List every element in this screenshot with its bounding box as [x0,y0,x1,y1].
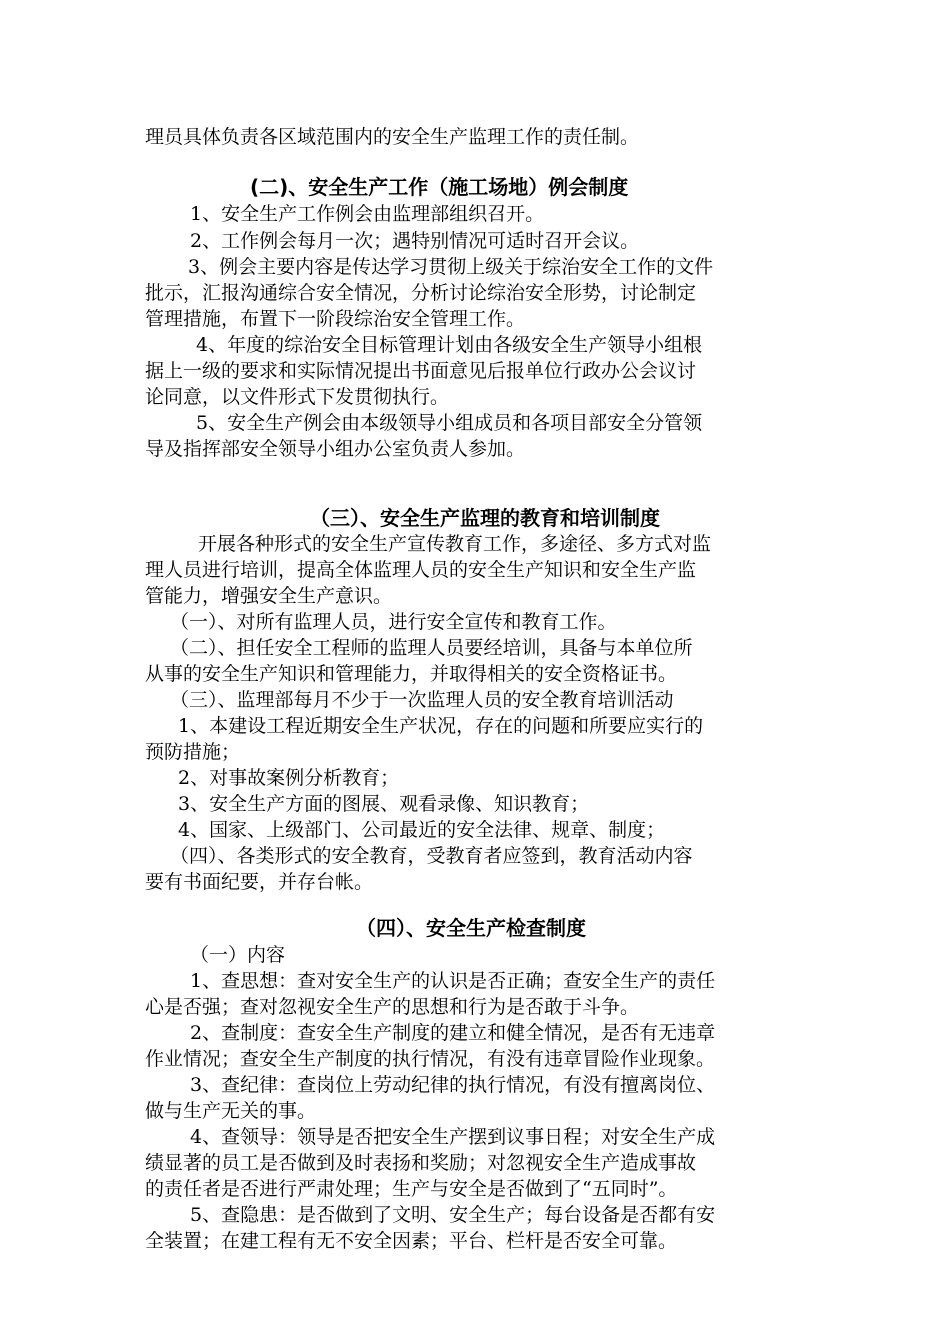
body-line: 开展各种形式的安全生产宣传教育工作，多途径、多方式对监 [198,533,712,555]
body-line: （一）内容 [190,944,286,966]
body-line: （四）、各类形式的安全教育，受教育者应签到，教育活动内容 [170,845,693,867]
body-line: 4、国家、上级部门、公司最近的安全法律、规章、制度； [178,819,666,841]
body-line: 2、查制度：查安全生产制度的建立和健全情况，是否有无违章 [190,1022,716,1044]
body-line: 预防措施； [145,741,241,763]
body-line: 导及指挥部安全领导小组办公室负责人参加。 [145,438,526,460]
body-line: 作业情况；查安全生产制度的执行情况，有没有违章冒险作业现象。 [145,1048,716,1070]
body-line: 1、查思想：查对安全生产的认识是否正确；查安全生产的责任 [190,970,716,992]
body-line: 3、查纪律：查岗位上劳动纪律的执行情况，有没有擅离岗位、 [190,1074,716,1096]
body-line: 心是否强；查对忽视安全生产的思想和行为是否敢于斗争。 [145,996,640,1018]
section-heading: （四）、安全生产检查制度 [356,916,586,940]
body-line: 5、安全生产例会由本级领导小组成员和各项目部安全分管领 [196,412,703,434]
body-line: 的责任者是否进行严肃处理；生产与安全是否做到了“五同时”。 [145,1178,678,1200]
section-heading: （三）、安全生产监理的教育和培训制度 [310,506,660,530]
body-line: 4、查领导：领导是否把安全生产摆到议事日程；对安全生产成 [190,1126,716,1148]
section-heading: (二)、安全生产工作（施工场地）例会制度 [250,175,629,199]
body-line: 全装置；在建工程有无不安全因素；平台、栏杆是否安全可靠。 [145,1230,678,1252]
body-line: 做与生产无关的事。 [145,1100,317,1122]
body-line: 批示，汇报沟通综合安全情况，分析讨论综治安全形势，讨论制定 [145,282,697,304]
body-line: （一）、对所有监理人员，进行安全宣传和教育工作。 [170,611,617,633]
body-line: 论同意，以文件形式下发贯彻执行。 [145,386,450,408]
body-line: 2、工作例会每月一次；遇特别情况可适时召开会议。 [190,230,640,252]
body-line: 绩显著的员工是否做到及时表扬和奖励；对忽视安全生产造成事故 [145,1152,697,1174]
body-line: （二）、担任安全工程师的监理人员要经培训，具备与本单位所 [170,637,693,659]
body-line: 要有书面纪要，并存台帐。 [145,871,374,893]
body-line: 1、本建设工程近期安全生产状况，存在的问题和所要应实行的 [178,715,704,737]
body-line: 从事的安全生产知识和管理能力，并取得相关的安全资格证书。 [145,663,678,685]
body-line: 3、例会主要内容是传达学习贯彻上级关于综治安全工作的文件 [188,256,714,278]
body-line: 4、年度的综治安全目标管理计划由各级安全生产领导小组根 [196,334,703,356]
body-line: 据上一级的要求和实际情况提出书面意见后报单位行政办公会议讨 [145,360,697,382]
body-line: （三）、监理部每月不少于一次监理人员的安全教育培训活动 [170,689,674,711]
body-line: 3、安全生产方面的图展、观看录像、知识教育； [178,793,590,815]
body-line: 理人员进行培训，提高全体监理人员的安全生产知识和安全生产监 [145,559,697,581]
body-line: 5、查隐患：是否做到了文明、安全生产；每台设备是否都有安 [190,1204,716,1226]
body-line: 理员具体负责各区域范围内的安全生产监理工作的责任制。 [145,126,640,148]
body-line: 管能力，增强安全生产意识。 [145,585,393,607]
body-line: 2、对事故案例分析教育； [178,767,400,789]
body-line: 1、安全生产工作例会由监理部组织召开。 [190,203,545,225]
body-line: 管理措施，布置下一阶段综治安全管理工作。 [145,308,526,330]
